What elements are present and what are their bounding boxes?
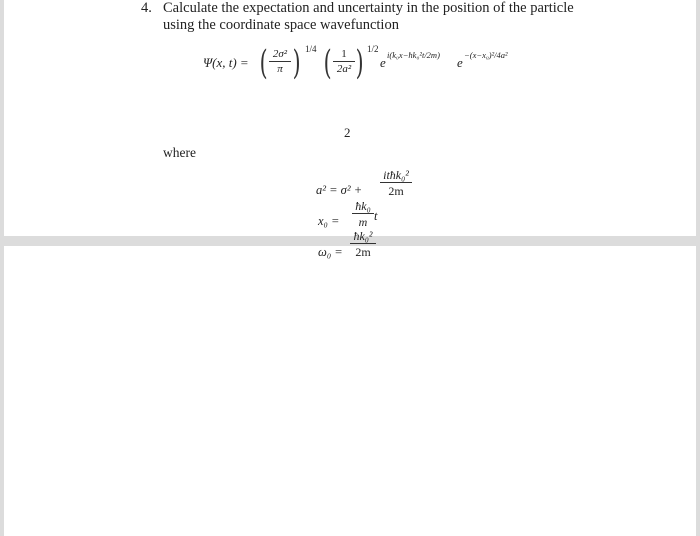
exponent-half: 1/2 bbox=[367, 44, 379, 54]
omega0-fraction-denominator: 2m bbox=[355, 245, 371, 259]
problem-statement bbox=[141, 0, 574, 34]
x0-fraction bbox=[352, 200, 374, 228]
fraction-denominator: π bbox=[277, 63, 283, 75]
problem-text-line-2: using the coordinate space wavefunction bbox=[163, 17, 399, 33]
fraction-numerator: 1 bbox=[341, 48, 347, 60]
omega0-lhs: ω₀ = bbox=[318, 245, 343, 259]
page-bottom bbox=[4, 246, 696, 536]
right-paren-2: ) bbox=[355, 43, 364, 83]
definitions-block bbox=[316, 168, 436, 278]
x0-time-factor: t bbox=[374, 209, 378, 223]
page-number: 2 bbox=[344, 125, 351, 140]
left-paren-2: ( bbox=[323, 43, 332, 83]
right-paren-1: ) bbox=[292, 43, 301, 83]
fraction-2sigma-over-pi bbox=[269, 48, 291, 75]
x0-fraction-numerator: ħk₀ bbox=[355, 199, 371, 213]
exponential-power-2: −(x−x₀)²/4a² bbox=[464, 50, 508, 60]
problem-text-line-1: Calculate the expectation and uncertainty in the position of the particle bbox=[163, 0, 574, 16]
x0-fraction-denominator: m bbox=[358, 215, 368, 229]
fraction-denominator: 2a² bbox=[336, 63, 352, 75]
fraction-bar bbox=[333, 61, 355, 62]
exponential-power-1: i(k₀x−ħk₀²t/2m) bbox=[387, 50, 440, 60]
fraction-1-over-2a2 bbox=[333, 48, 355, 75]
fraction-bar bbox=[380, 182, 412, 183]
left-paren-1: ( bbox=[259, 43, 268, 83]
omega0-fraction-numerator: ħk₀² bbox=[353, 229, 373, 243]
equation-lhs: Ψ(x, t) = bbox=[203, 55, 249, 70]
fraction-bar bbox=[269, 61, 291, 62]
a-squared-fraction bbox=[380, 169, 412, 197]
exponential-base-1: e bbox=[380, 55, 386, 70]
x0-lhs: x₀ = bbox=[318, 214, 340, 228]
a-squared-lhs: a² = σ² + bbox=[316, 183, 363, 197]
problem-line-1 bbox=[141, 0, 574, 17]
fraction-bar bbox=[352, 213, 374, 214]
a-fraction-denominator: 2m bbox=[388, 184, 404, 198]
a-fraction-numerator: itħk₀² bbox=[383, 168, 409, 182]
exponent-quarter: 1/4 bbox=[305, 44, 317, 54]
where-label: where bbox=[163, 145, 196, 160]
omega0-fraction bbox=[350, 230, 376, 258]
fraction-bar bbox=[350, 243, 376, 244]
wavefunction-equation bbox=[203, 42, 533, 88]
exponential-base-2: e bbox=[457, 55, 463, 70]
fraction-numerator: 2σ² bbox=[272, 48, 288, 60]
problem-number: 4. bbox=[141, 0, 152, 16]
